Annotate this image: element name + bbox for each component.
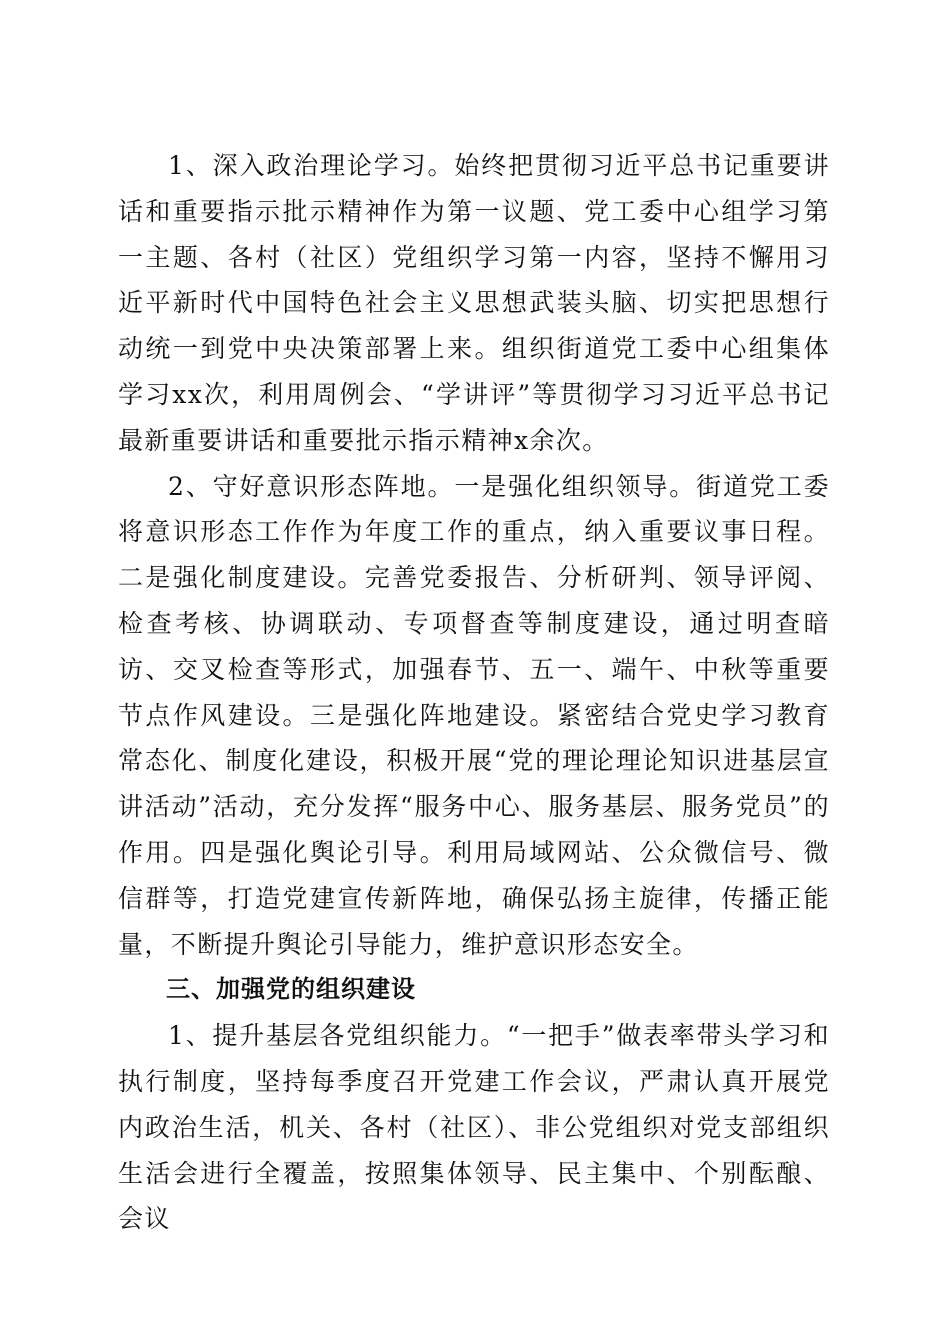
paragraph-grassroots-capacity: 1、提升基层各党组织能力。“一把手”做表率带头学习和执行制度，坚持每季度召开党建工作会议，严肃认真开展党内政治生活，机关、各村（社区）、非公党组织对党支部组织生活会进行全覆盖，按照集体领导、民主集中、个别酝酿、会议 [118,1021,830,1234]
document-body [118,143,830,1242]
paragraph-ideology-front: 2、守好意识形态阵地。一是强化组织领导。街道党工委将意识形态工作作为年度工作的重点，纳入重要议事日程。二是强化制度建设。完善党委报告、分析研判、领导评阅、检查考核、协调联动、专项督查等制度建设，通过明查暗访、交叉检查等形式，加强春节、五一、端午、中秋等重要节点作风建设。三是强化阵地建设。紧密结合党史学习教育常态化、制度化建设，积极开展“党的理论理论知识进基层宣讲活动”活动，充分发挥“服务中心、服务基层、服务党员”的作用。四是强化舆论引导。利用局域网站、公众微信号、微信群等，打造党建宣传新阵地，确保弘扬主旋律，传播正能量，不断提升舆论引导能力，维护意识形态安全。 [118,471,830,959]
section-heading: 三、加强党的组织建设 [166,975,416,1004]
paragraph-political-theory-study: 1、深入政治理论学习。始终把贯彻习近平总书记重要讲话和重要指示批示精神作为第一议题、党工委中心组学习第一主题、各村（社区）党组织学习第一内容，坚持不懈用习近平新时代中国特色社会主义思想武装头脑、切实把思想行动统一到党中央决策部署上来。组织街道党工委中心组集体学习xx次，利用周例会、“学讲评”等贯彻学习习近平总书记最新重要讲话和重要批示指示精神x余次。 [118,151,830,455]
